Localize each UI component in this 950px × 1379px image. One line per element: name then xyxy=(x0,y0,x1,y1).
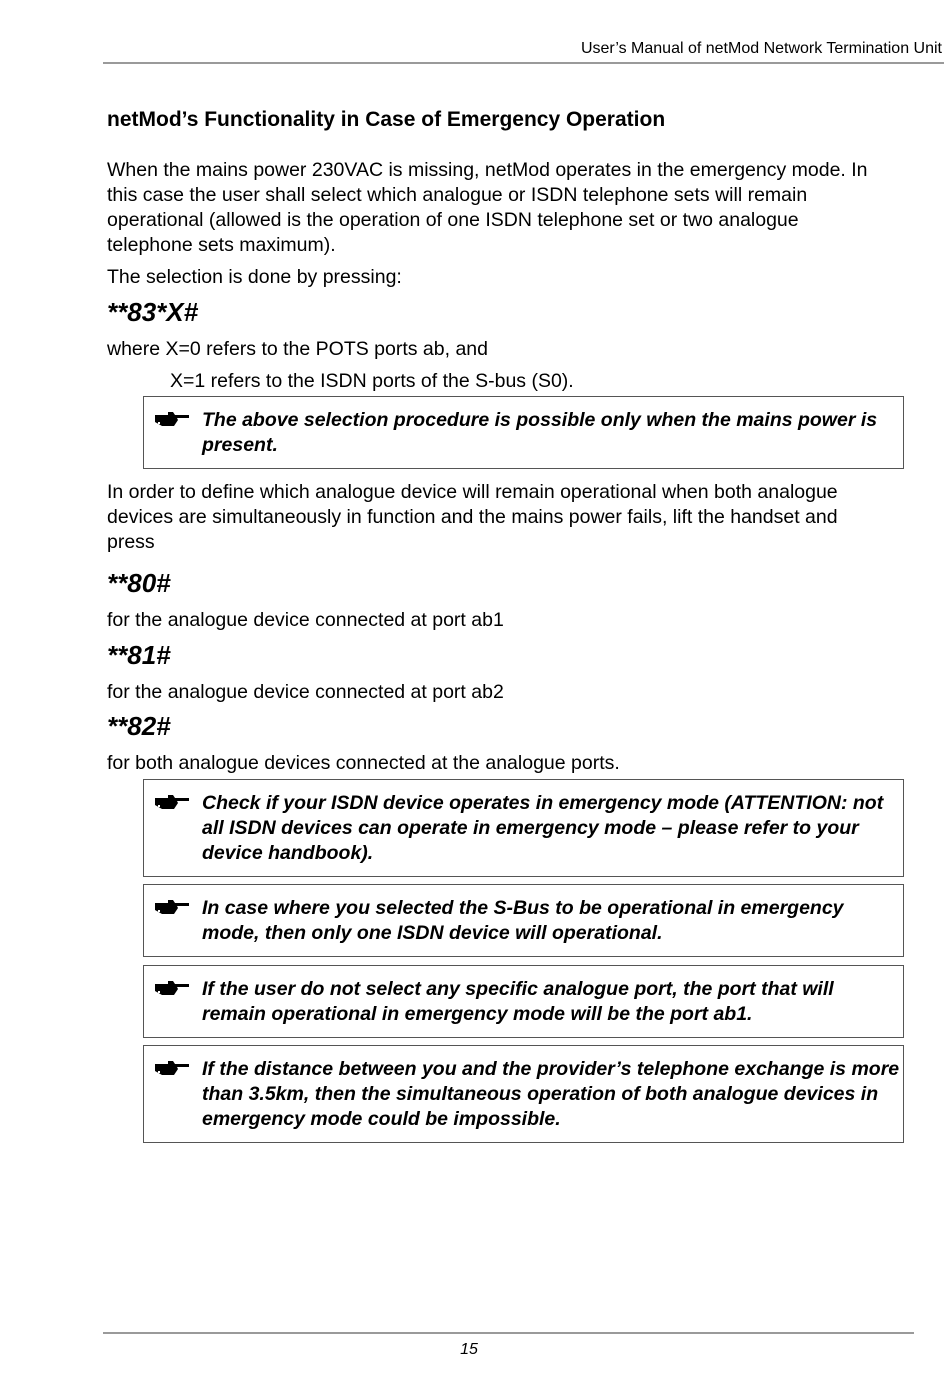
define-line: In order to define which analogue device will remain operational when both analogue xyxy=(107,481,838,503)
intro-line: this case the user shall select which analogue or ISDN telephone sets will remain xyxy=(107,184,808,206)
note-box-isdn-check xyxy=(143,779,904,877)
code-80: **80# xyxy=(107,568,171,598)
running-header: User’s Manual of netMod Network Termination Unit xyxy=(580,40,942,57)
note-text: If the user do not select any specific analogue port, the port that will remain operational in emergency mode will be the port ab1. xyxy=(202,978,834,1025)
define-paragraph xyxy=(107,480,838,555)
intro-paragraph xyxy=(107,158,868,258)
pointing-hand-icon xyxy=(154,1060,190,1076)
selection-text: The selection is done by pressing: xyxy=(107,266,402,288)
pointing-hand-icon xyxy=(154,980,190,996)
note-box-sbus xyxy=(143,884,904,957)
code-82: **82# xyxy=(107,711,171,741)
desc-80: for the analogue device connected at port ab1 xyxy=(107,609,504,631)
intro-line: When the mains power 230VAC is missing, netMod operates in the emergency mode. In xyxy=(107,159,868,181)
note-box-mains xyxy=(143,396,904,469)
note-text: In case where you selected the S-Bus to be operational in emergency mode, then only one ISDN device will operational. xyxy=(202,897,844,944)
code-83: **83*X# xyxy=(107,297,199,327)
note-box-distance xyxy=(143,1045,904,1143)
footer-divider xyxy=(103,1332,914,1334)
section-title: netMod’s Functionality in Case of Emergency Operation xyxy=(107,108,666,131)
pointing-hand-icon xyxy=(154,899,190,915)
page-number: 15 xyxy=(460,1341,478,1358)
where-line: where X=0 refers to the POTS ports ab, and xyxy=(107,338,488,360)
x1-line: X=1 refers to the ISDN ports of the S-bus (S0). xyxy=(170,370,574,392)
define-line: press xyxy=(107,531,155,553)
define-line: devices are simultaneously in function and the mains power fails, lift the handset and xyxy=(107,506,838,528)
pointing-hand-icon xyxy=(154,411,190,427)
note-text: Check if your ISDN device operates in emergency mode (ATTENTION: not all ISDN devices can operate in emergency mode – please refer to your device handbook). xyxy=(202,792,884,864)
note-box-default-port xyxy=(143,965,904,1038)
note-text: If the distance between you and the provider’s telephone exchange is more than 3.5km, then the simultaneous operation of both analogue devices in emergency mode could be impossible. xyxy=(202,1058,900,1130)
intro-line: operational (allowed is the operation of one ISDN telephone set or two analogue xyxy=(107,209,799,231)
intro-line: telephone sets maximum). xyxy=(107,234,336,256)
pointing-hand-icon xyxy=(154,794,190,810)
desc-82: for both analogue devices connected at the analogue ports. xyxy=(107,752,620,774)
code-81: **81# xyxy=(107,640,171,670)
note-text: The above selection procedure is possible only when the mains power is present. xyxy=(202,409,878,456)
desc-81: for the analogue device connected at port ab2 xyxy=(107,681,504,703)
header-divider xyxy=(103,62,944,64)
